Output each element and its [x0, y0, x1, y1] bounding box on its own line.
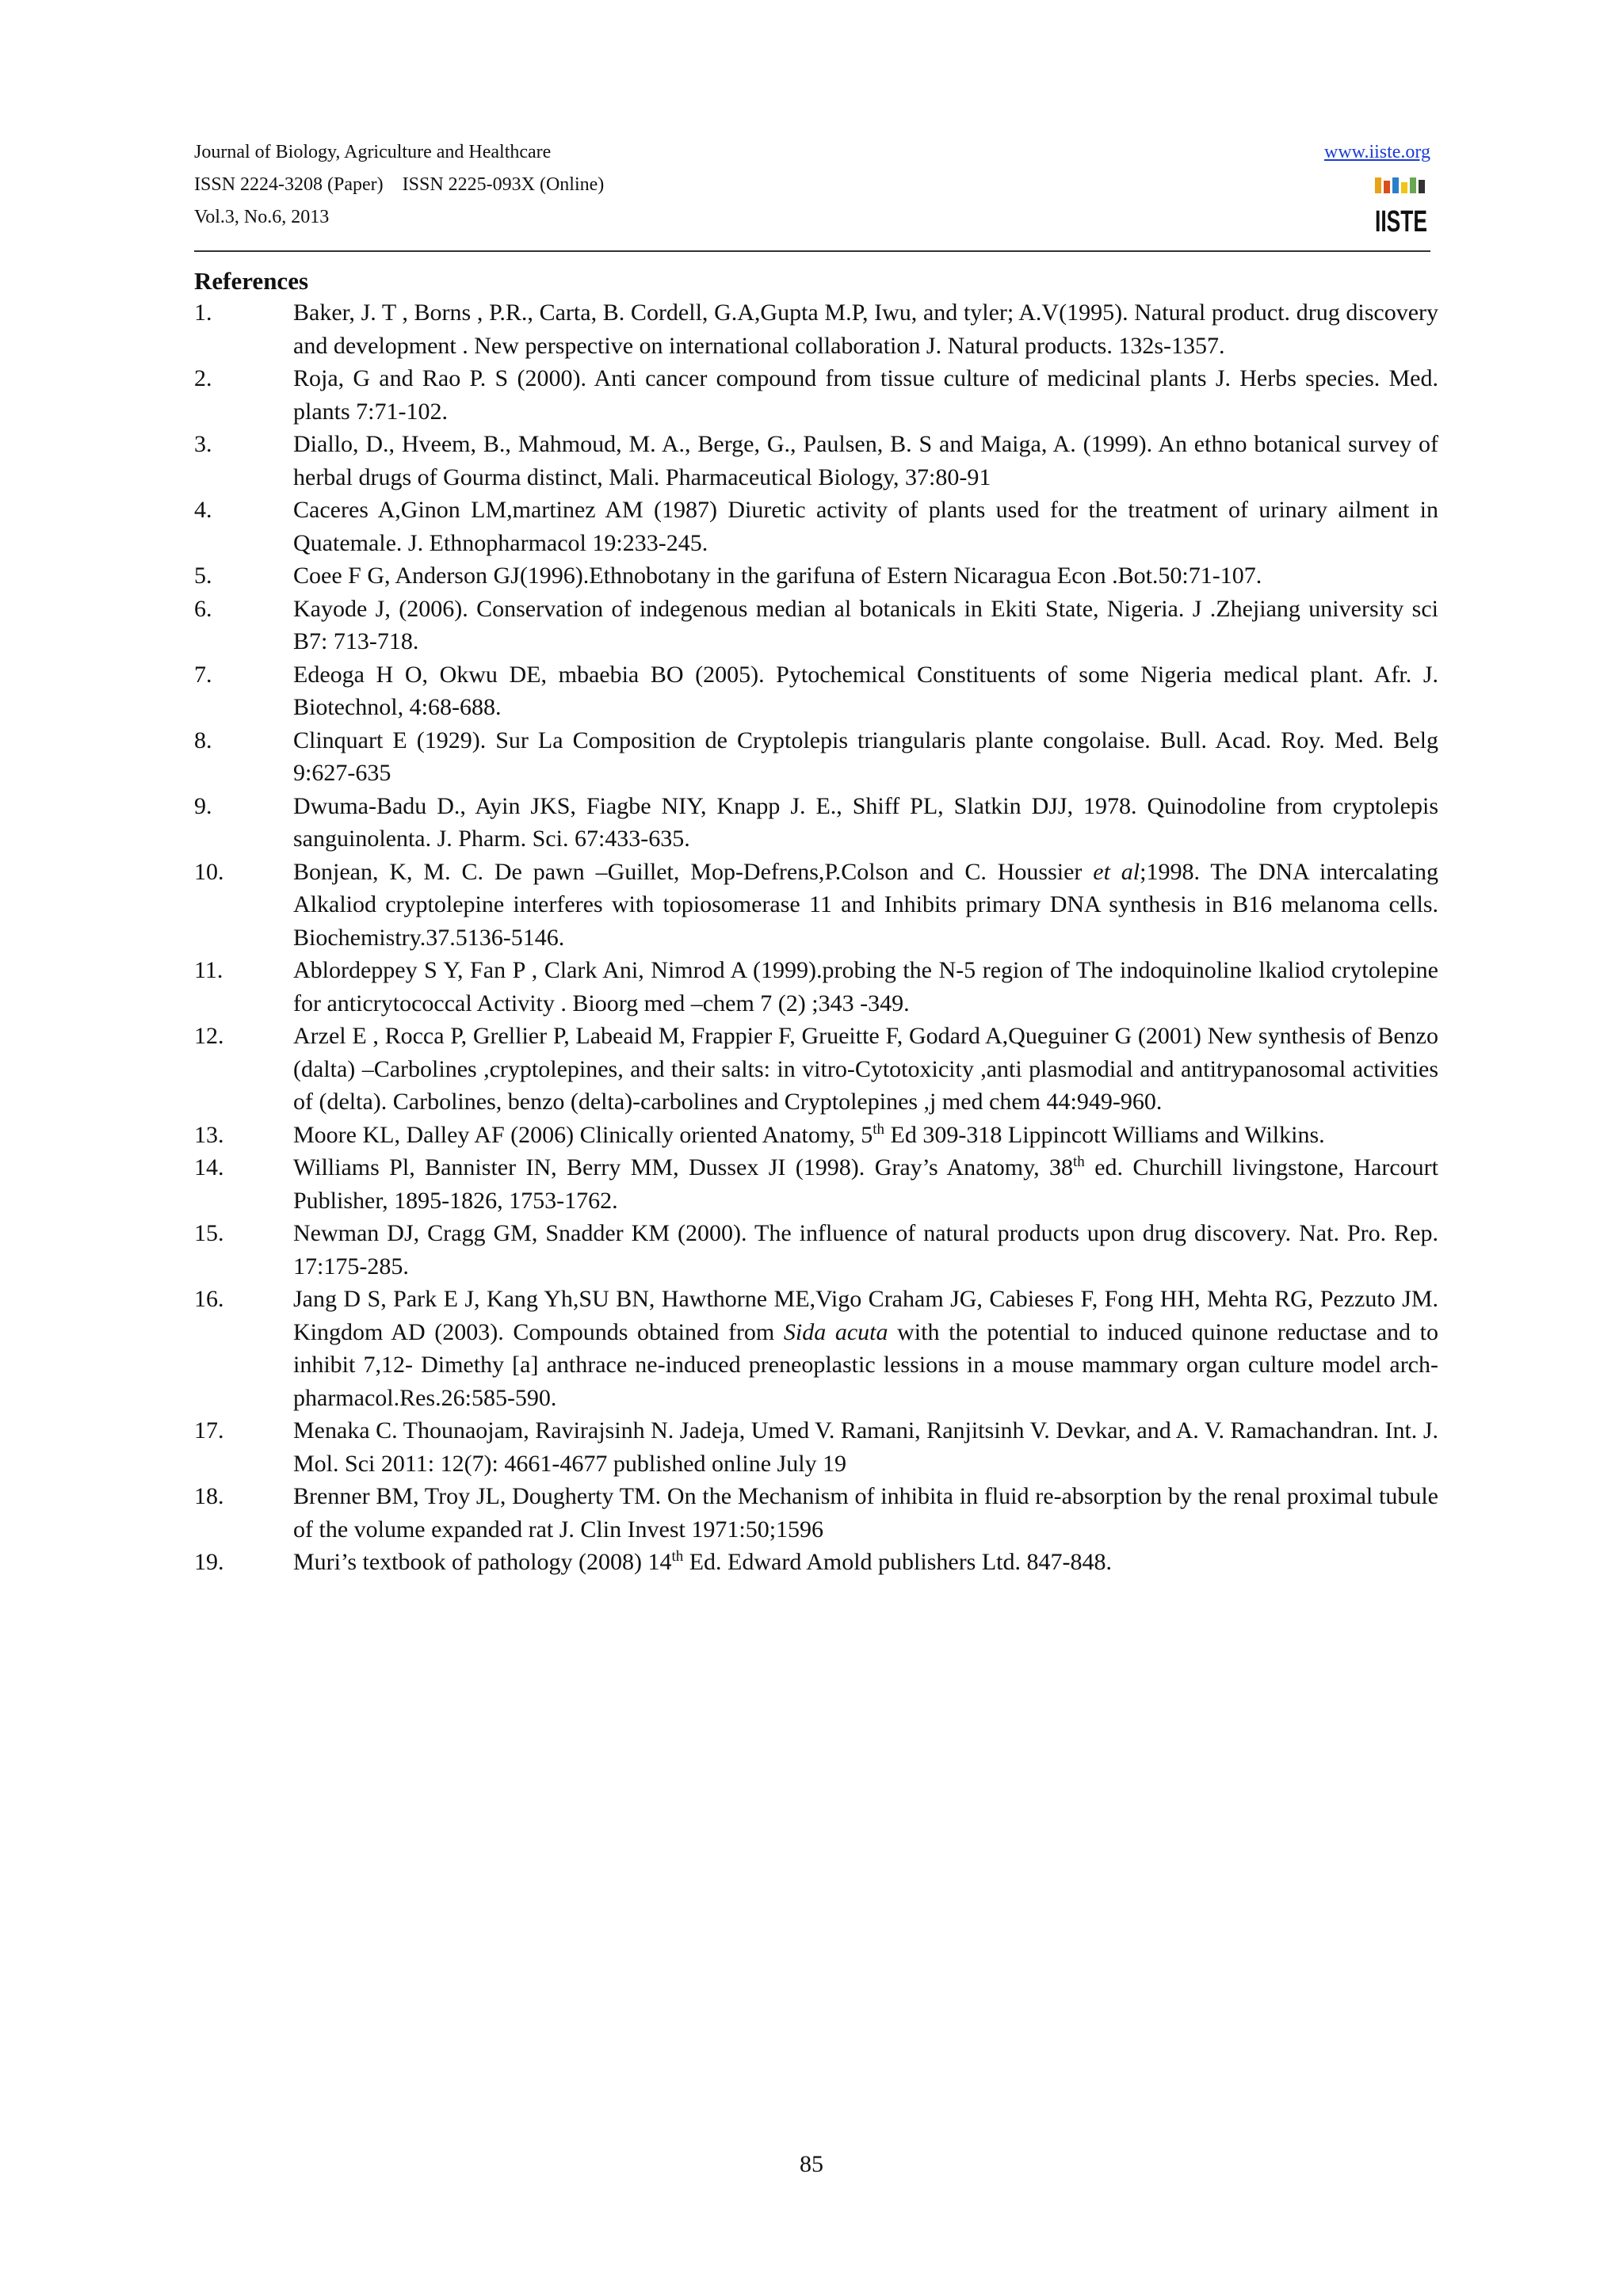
- reference-text: [293, 1023, 1438, 1115]
- logo-bar-3: [1392, 177, 1399, 193]
- issn-line: ISSN 2224-3208 (Paper) ISSN 2225-093X (Online): [194, 174, 605, 195]
- iiste-logo-icon: [1373, 176, 1429, 238]
- logo-bar-4: [1401, 182, 1407, 193]
- text-run: Williams Pl, Bannister IN, Berry MM, Dussex JI (1998). Gray’s Anatomy, 38: [293, 1154, 1074, 1180]
- logo-bar-2: [1384, 181, 1390, 193]
- reference-number: 9.: [194, 792, 212, 819]
- reference-number: 5.: [194, 563, 212, 589]
- reference-text: [293, 662, 1438, 721]
- reference-number: 3.: [194, 431, 212, 457]
- reference-number: 10.: [194, 858, 224, 885]
- superscript-text: th: [671, 1548, 684, 1565]
- text-run: Menaka C. Thounaojam, Ravirajsinh N. Jadeja, Umed V. Ramani, Ranjitsinh V. Devkar, and A. V. Ramachandran. Int. J. Mol. Sci 2011: 12(7): 4661-4677 published online July 19: [293, 1417, 1438, 1477]
- reference-item: [194, 954, 1438, 1020]
- text-run: Clinquart E (1929). Sur La Composition de Cryptolepis triangularis plante congolaise. Bull. Acad. Roy. Med. Belg 9:627-635: [293, 727, 1438, 786]
- reference-number: 19.: [194, 1549, 224, 1575]
- reference-text: [293, 596, 1438, 655]
- reference-item: [194, 1119, 1438, 1152]
- text-run: Muri’s textbook of pathology (2008) 14: [293, 1549, 672, 1575]
- text-run: ed. Churchill livingstone, Harcourt Publisher, 1895-1826, 1753-1762.: [293, 1154, 1439, 1214]
- reference-item: [194, 1480, 1438, 1546]
- references-list: [194, 296, 1438, 1579]
- reference-item: [194, 790, 1438, 856]
- reference-number: 4.: [194, 497, 212, 523]
- reference-text: [293, 1220, 1438, 1280]
- text-run: Ablordeppey S Y, Fan P , Clark Ani, Nimrod A (1999).probing the N-5 region of The indoquinoline lkaliod crytolepine for anticrytococcal Activity . Bioorg med –chem 7 (2) ;343 -349.: [293, 957, 1438, 1016]
- reference-item: [194, 1151, 1438, 1217]
- reference-number: 18.: [194, 1483, 224, 1509]
- reference-text: [293, 1483, 1438, 1543]
- reference-item: [194, 494, 1438, 559]
- reference-number: 17.: [194, 1417, 224, 1444]
- reference-item: [194, 1414, 1438, 1480]
- text-run: Brenner BM, Troy JL, Dougherty TM. On the Mechanism of inhibita in fluid re-absorption by the renal proximal tubule of the volume expanded rat J. Clin Invest 1971:50;1596: [293, 1483, 1438, 1543]
- text-run: Jang D S, Park E J, Kang Yh,SU BN, Hawthorne ME,Vigo Craham JG, Cabieses F, Fong HH, Mehta RG, Pezzuto JM. Kingdom AD (2003). Compounds obtained from: [293, 1286, 1438, 1345]
- reference-item: [194, 856, 1438, 955]
- page-header: [194, 136, 1430, 247]
- text-run: Newman DJ, Cragg GM, Snadder KM (2000). The influence of natural products upon drug discovery. Nat. Pro. Rep. 17:175-285.: [293, 1220, 1438, 1280]
- text-run: Arzel E , Rocca P, Grellier P, Labeaid M, Frappier F, Grueitte F, Godard A,Queguiner G (2001) New synthesis of Benzo (dalta) –Carbolines ,cryptolepines, and their salts: in vitro-Cytotoxicity ,anti plasmodial and antitrypanosomal activities of (delta). Carbolines, benzo (delta)-carbolines and Cryptolepines ,j med chem 44:949-960.: [293, 1023, 1438, 1115]
- reference-number: 2.: [194, 365, 212, 391]
- reference-item: [194, 1283, 1438, 1414]
- volume-line: Vol.3, No.6, 2013: [194, 207, 330, 227]
- italic-text: Sida acuta: [783, 1318, 888, 1345]
- text-run: Caceres A,Ginon LM,martinez AM (1987) Diuretic activity of plants used for the treatment of urinary ailment in Quatemale. J. Ethnopharmacol 19:233-245.: [293, 497, 1438, 556]
- reference-number: 16.: [194, 1286, 224, 1312]
- text-run: Dwuma-Badu D., Ayin JKS, Fiagbe NIY, Knapp J. E., Shiff PL, Slatkin DJJ, 1978. Quinodoline from cryptolepis sanguinolenta. J. Pharm. Sci. 67:433-635.: [293, 792, 1438, 852]
- reference-number: 1.: [194, 299, 212, 326]
- reference-text: [293, 1549, 1112, 1575]
- logo-bar-6: [1419, 180, 1425, 193]
- logo-text: IISTE: [1375, 205, 1427, 238]
- text-run: Roja, G and Rao P. S (2000). Anti cancer compound from tissue culture of medicinal plants J. Herbs species. Med. plants 7:71-102.: [293, 365, 1438, 425]
- reference-text: [293, 957, 1438, 1016]
- reference-item: [194, 593, 1438, 658]
- text-run: Kayode J, (2006). Conservation of indegenous median al botanicals in Ekiti State, Nigeria. J .Zhejiang university sci B7: 713-718.: [293, 595, 1438, 654]
- reference-item: [194, 658, 1438, 724]
- reference-text: [293, 497, 1438, 556]
- journal-name: Journal of Biology, Agriculture and Healthcare: [194, 142, 552, 162]
- reference-number: 12.: [194, 1023, 224, 1049]
- reference-text: [293, 365, 1438, 425]
- reference-text: [293, 563, 1262, 589]
- reference-text: [293, 431, 1438, 490]
- text-run: Baker, J. T , Borns , P.R., Carta, B. Cordell, G.A,Gupta M.P, Iwu, and tyler; A.V(1995). Natural product. drug discovery and development . New perspective on international collaboration J. Natural products. 132s-1357.: [293, 299, 1438, 359]
- superscript-text: th: [873, 1120, 885, 1138]
- text-run: Coee F G, Anderson GJ(1996).Ethnobotany in the garifuna of Estern Nicaragua Econ .Bot.50:71-107.: [293, 563, 1262, 589]
- reference-number: 7.: [194, 661, 212, 688]
- reference-text: [293, 1286, 1438, 1411]
- text-run: ;1998. The DNA intercalating Alkaliod cryptolepine interferes with topiosomerase 11 and Inhibits primary DNA synthesis in B16 melanoma cells. Biochemistry.37.5136-5146.: [293, 858, 1438, 951]
- reference-item: [194, 428, 1438, 494]
- reference-item: [194, 724, 1438, 790]
- reference-item: [194, 559, 1438, 593]
- reference-item: [194, 296, 1438, 362]
- reference-item: [194, 1217, 1438, 1283]
- text-run: Ed 309-318 Lippincott Williams and Wilkins.: [884, 1121, 1325, 1148]
- text-run: Diallo, D., Hveem, B., Mahmoud, M. A., Berge, G., Paulsen, B. S and Maiga, A. (1999). An ethno botanical survey of herbal drugs of Gourma distinct, Mali. Pharmaceutical Biology, 37:80-91: [293, 431, 1438, 490]
- reference-number: 8.: [194, 727, 212, 753]
- italic-text: et al: [1093, 858, 1140, 885]
- reference-item: [194, 362, 1438, 428]
- reference-number: 15.: [194, 1220, 224, 1246]
- superscript-text: th: [1073, 1154, 1085, 1170]
- reference-text: [293, 859, 1438, 951]
- reference-text: [293, 727, 1438, 787]
- text-run: Edeoga H O, Okwu DE, mbaebia BO (2005). Pytochemical Constituents of some Nigeria medical plant. Afr. J. Biotechnol, 4:68-688.: [293, 661, 1438, 720]
- reference-text: [293, 1154, 1438, 1214]
- text-run: with the potential to induced quinone reductase and to inhibit 7,12- Dimethy [a] anthrace ne-induced preneoplastic lessions in a mouse mammary organ culture model arch-pharmacol.Res.26:585-590.: [293, 1318, 1438, 1411]
- reference-text: [293, 1417, 1438, 1477]
- text-run: Moore KL, Dalley AF (2006) Clinically oriented Anatomy, 5: [293, 1121, 873, 1148]
- reference-number: 11.: [194, 957, 223, 983]
- text-run: Ed. Edward Amold publishers Ltd. 847-848.: [683, 1549, 1113, 1575]
- text-run: Bonjean, K, M. C. De pawn –Guillet, Mop-Defrens,P.Colson and C. Houssier: [293, 858, 1094, 885]
- reference-item: [194, 1020, 1438, 1119]
- reference-text: [293, 1122, 1325, 1148]
- reference-text: [293, 793, 1438, 852]
- reference-item: [194, 1546, 1438, 1579]
- page-number: 85: [800, 2151, 823, 2177]
- journal-website-link[interactable]: www.iiste.org: [1324, 142, 1430, 162]
- references-heading: References: [194, 267, 309, 295]
- logo-bar-1: [1375, 177, 1381, 193]
- reference-number: 14.: [194, 1154, 224, 1180]
- logo-bar-5: [1410, 177, 1416, 193]
- header-divider: [194, 250, 1430, 252]
- reference-number: 6.: [194, 595, 212, 622]
- reference-text: [293, 299, 1438, 359]
- reference-number: 13.: [194, 1121, 224, 1148]
